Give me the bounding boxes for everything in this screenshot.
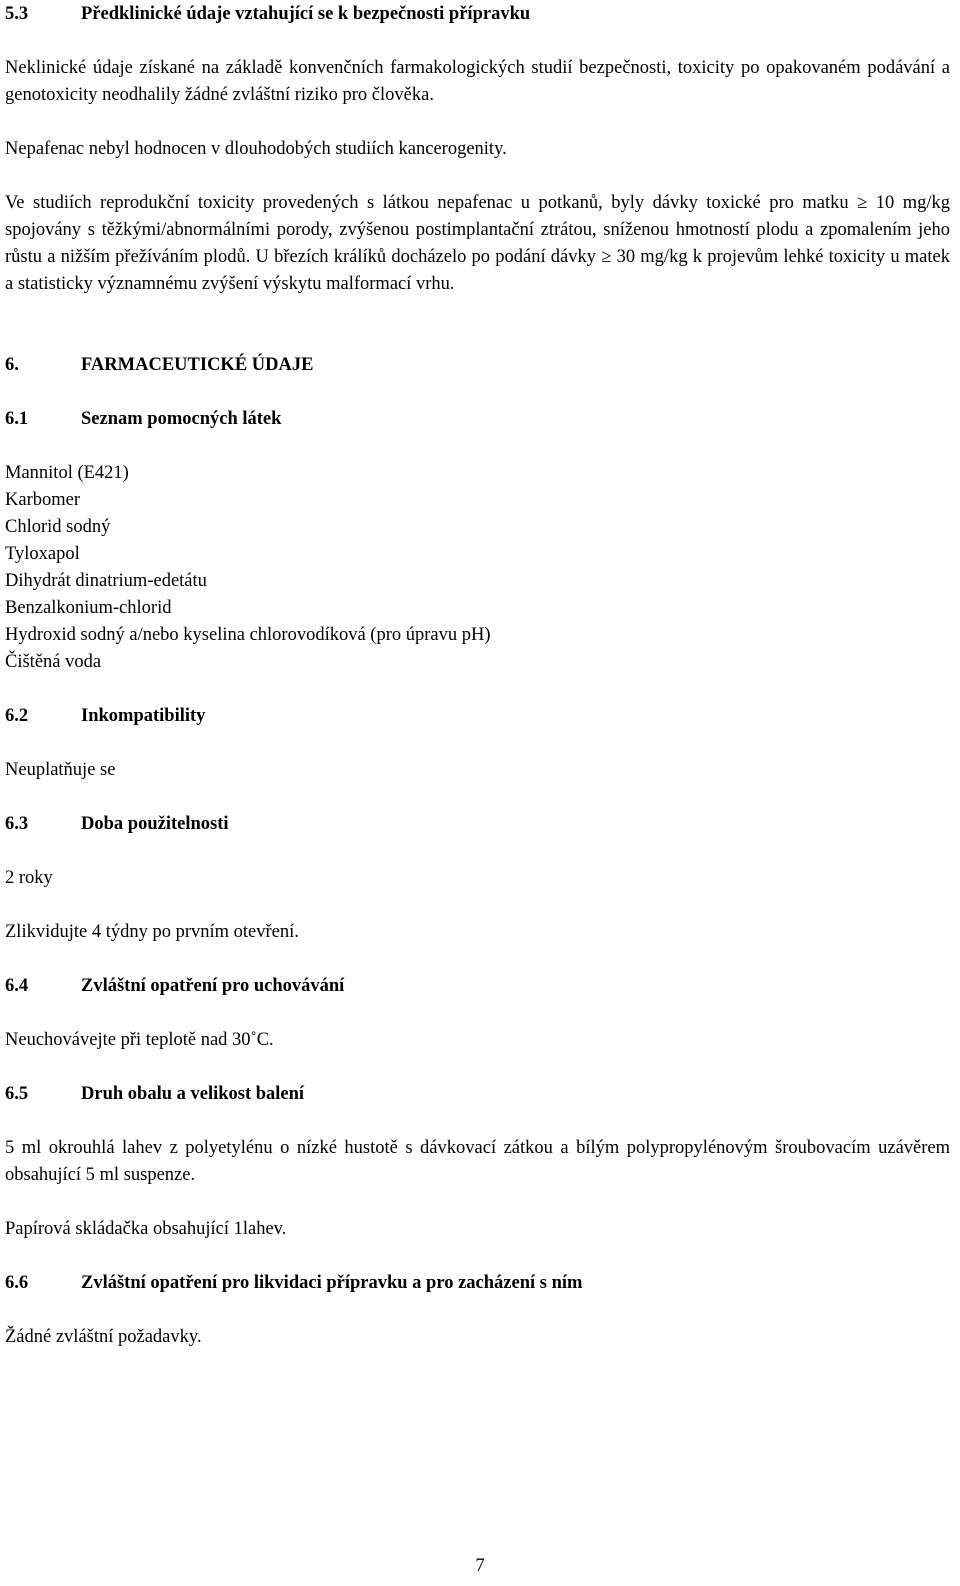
section-6-2-heading (5, 703, 950, 730)
section-6-3-heading (5, 811, 950, 838)
disposal-text: Žádné zvláštní požadavky. (5, 1327, 202, 1347)
list-item: Chlorid sodný (5, 517, 111, 537)
section-number: 6. (5, 355, 19, 375)
section-number: 6.5 (5, 1084, 29, 1104)
section-6-5-heading (5, 1081, 950, 1108)
section-title: Druh obalu a velikost balení (81, 1084, 305, 1104)
list-item: Karbomer (5, 490, 80, 510)
section-number: 6.1 (5, 409, 29, 429)
section-number: 6.2 (5, 706, 29, 726)
section-title: Zvláštní opatření pro likvidaci přípravku a pro zacházení s ním (81, 1273, 583, 1293)
section-number: 5.3 (5, 4, 29, 24)
container-description: 5 ml okrouhlá lahev z polyetylénu o nízké hustotě s dávkovací zátkou a bílým polypropylénovým šroubovacím uzávěrem obsahující 5 ml suspenze. (5, 1138, 950, 1185)
page-number: 7 (475, 1556, 485, 1576)
carcinogenicity-paragraph: Nepafenac nebyl hodnocen v dlouhodobých studiích kancerogenity. (5, 139, 507, 159)
list-item: Benzalkonium-chlorid (5, 598, 172, 618)
section-title: Inkompatibility (81, 706, 206, 726)
incompatibility-text: Neuplatňuje se (5, 760, 116, 780)
section-number: 6.6 (5, 1273, 29, 1293)
section-number: 6.3 (5, 814, 29, 834)
section-5-3-heading (5, 1, 950, 28)
section-title: Seznam pomocných látek (81, 409, 282, 429)
nonclinical-paragraph: Neklinické údaje získané na základě konvenčních farmakologických studií bezpečnosti, toxicity po opakovaném podávání a genotoxicity neodhalily žádné zvláštní riziko pro člověka. (5, 58, 950, 105)
list-item: Dihydrát dinatrium-edetátu (5, 571, 207, 591)
section-6-4-heading (5, 973, 950, 1000)
section-number: 6.4 (5, 976, 29, 996)
shelf-life-text: 2 roky (5, 868, 53, 888)
section-6-heading (5, 352, 950, 379)
section-6-1-heading (5, 406, 950, 433)
list-item: Čištěná voda (5, 652, 102, 672)
list-item: Mannitol (E421) (5, 463, 129, 483)
document-page (5, 0, 950, 1351)
section-title: Předklinické údaje vztahující se k bezpečnosti přípravku (81, 4, 531, 24)
package-description: Papírová skládačka obsahující 1lahev. (5, 1219, 287, 1239)
section-6-6-heading (5, 1270, 950, 1297)
after-opening-text: Zlikvidujte 4 týdny po prvním otevření. (5, 922, 299, 942)
section-title: Doba použitelnosti (81, 814, 229, 834)
section-title: FARMACEUTICKÉ ÚDAJE (81, 355, 314, 375)
list-item: Hydroxid sodný a/nebo kyselina chlorovodíková (pro úpravu pH) (5, 625, 491, 645)
excipient-list (5, 460, 950, 676)
list-item: Tyloxapol (5, 544, 80, 564)
reproductive-toxicity-paragraph: Ve studiích reprodukční toxicity provedených s látkou nepafenac u potkanů, byly dávky toxické pro matku ≥ 10 mg/kg spojovány s těžkými/abnormálními porody, zvýšenou postimplantační ztrátou, sníženou hmotností plodu a zpomalením jeho růstu a nižším přežíváním plodů. U březích králíků docházelo po podání dávky ≥ 30 mg/kg k projevům lehké toxicity u matek a statisticky významnému zvýšení výskytu malformací vrhu. (5, 193, 950, 294)
section-title: Zvláštní opatření pro uchovávání (81, 976, 345, 996)
storage-text: Neuchovávejte při teplotě nad 30˚C. (5, 1030, 274, 1050)
